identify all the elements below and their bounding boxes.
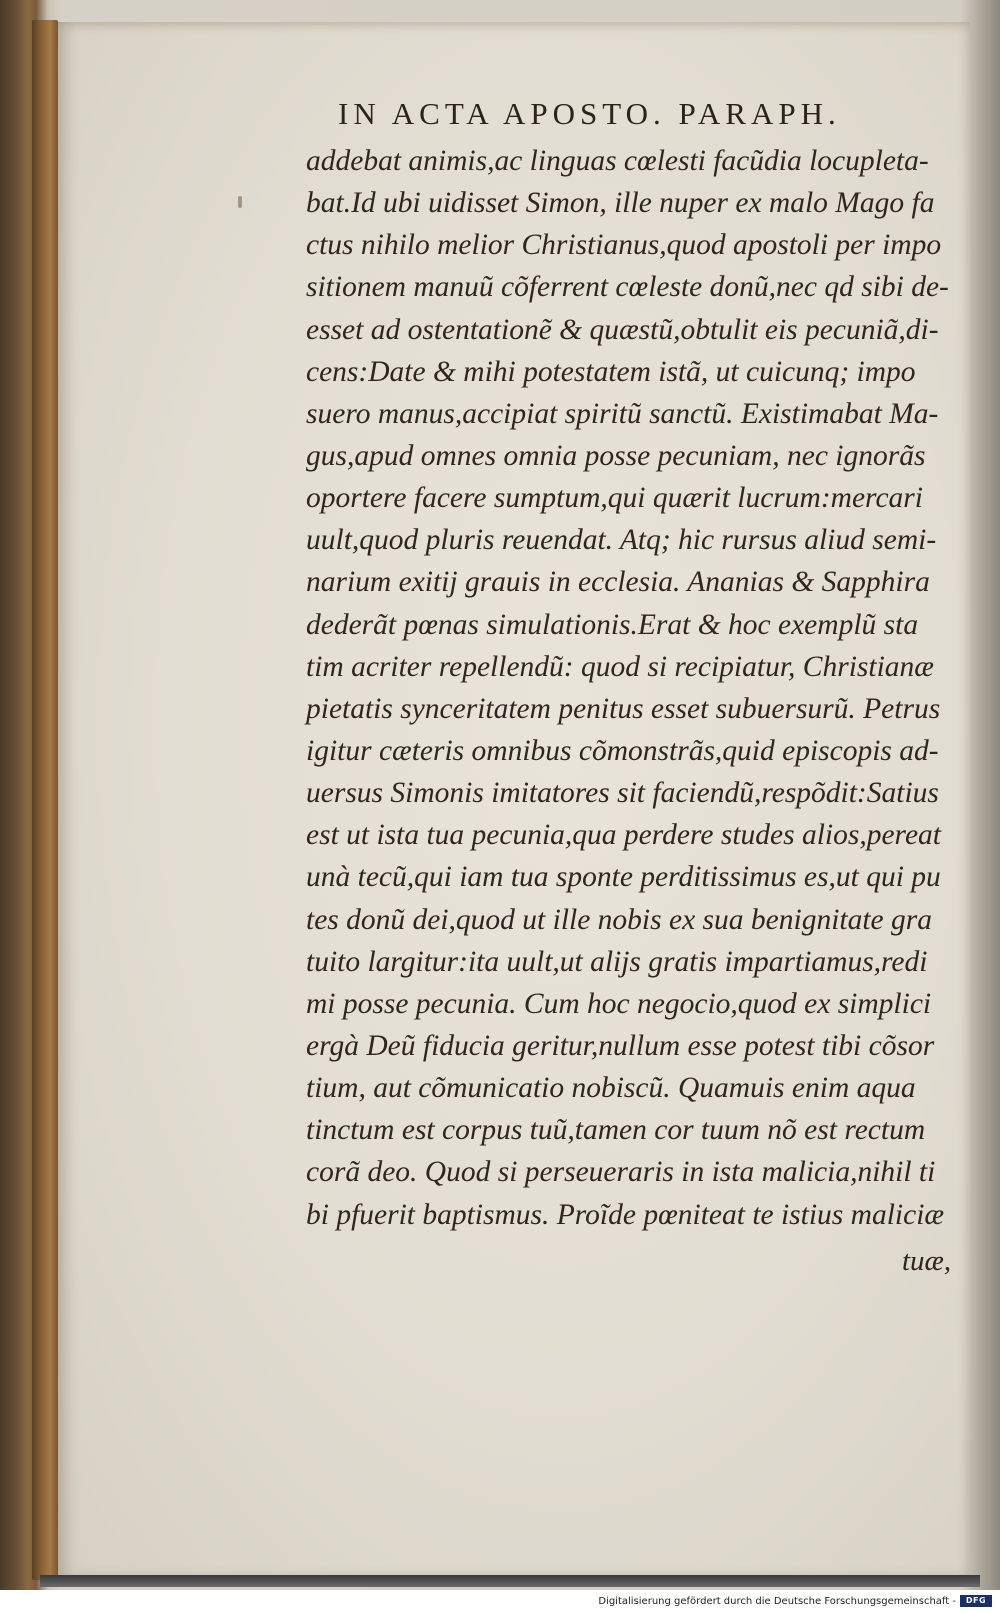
text-line: dederãt pœnas simulationis.Erat & hoc exemplũ sta	[306, 608, 919, 641]
text-line: mi posse pecunia. Cum hoc negocio,quod ex simplici	[306, 987, 932, 1020]
text-line: uult,quod pluris reuendat. Atq; hic rursus aliud semi-	[306, 524, 937, 557]
text-line: sitionem manuũ cõferrent cœleste donũ,nec qd sibi de-	[306, 271, 949, 304]
text-line: tium, aut cõmunicatio nobiscũ. Quamuis enim aqua	[306, 1072, 916, 1105]
text-line: tinctum est corpus tuũ,tamen cor tuum nõ est rectum	[306, 1114, 926, 1147]
text-line: unà tecũ,qui iam tua sponte perditissimus es,ut qui pu	[306, 861, 941, 894]
text-line: bat.Id ubi uidisset Simon, ille nuper ex malo Mago fa	[306, 187, 935, 220]
book-spine-edge	[32, 20, 58, 1580]
text-line: uersus Simonis imitatores sit faciendũ,respõdit:Satius	[306, 777, 939, 810]
text-line: igitur cæteris omnibus cõmonstrãs,quid episcopis ad-	[306, 734, 939, 767]
text-line: tuito largitur:ita uult,ut alijs gratis impartiamus,redi	[306, 945, 928, 978]
catchword: tuæ,	[902, 1245, 952, 1277]
text-line: esset ad ostentationẽ & quæstũ,obtulit eis pecuniã,di-	[306, 313, 939, 346]
scanner-edge	[40, 1575, 980, 1587]
text-line: addebat animis,ac linguas cœlesti facũdia locupleta-	[306, 145, 929, 177]
running-head: IN ACTA APOSTO. PARAPH.	[338, 96, 841, 131]
text-line: ctus nihilo melior Christianus,quod apostoli per impo	[306, 229, 942, 262]
text-line: ergà Deũ fiducia geritur,nullum esse potest tibi cõsor	[306, 1029, 935, 1062]
text-line: tim acriter repellendũ: quod si recipiatur, Christianæ	[306, 650, 934, 683]
text-line: narium exitij grauis in ecclesia. Ananias & Sapphira	[306, 566, 930, 599]
text-line: est ut ista tua pecunia,qua perdere studes alios,pereat	[306, 819, 941, 852]
margin-mark	[238, 196, 242, 208]
text-line: tes donũ dei,quod ut ille nobis ex sua benignitate gra	[306, 903, 932, 936]
dfg-logo: DFG	[960, 1595, 992, 1607]
body-text	[306, 140, 966, 1236]
text-line: pietatis synceritatem penitus esset subuersurũ. Petrus	[306, 692, 941, 725]
text-line: gus,apud omnes omnia posse pecuniam, nec ignorãs	[306, 439, 926, 472]
text-line: corã deo. Quod si perseueraris in ista malicia,nihil ti	[306, 1156, 936, 1189]
text-line: cens:Date & mihi potestatem istã, ut cuicunq; impo	[306, 355, 916, 388]
text-line: suero manus,accipiat spiritũ sanctũ. Existimabat Ma-	[306, 397, 939, 430]
text-line: oportere facere sumptum,qui quærit lucrum:mercari	[306, 482, 923, 515]
text-line: bi pfuerit baptismus. Proĩde pœniteat te istius maliciæ	[306, 1198, 945, 1231]
footer-credit: Digitalisierung gefördert durch die Deutsche Forschungsgemeinschaft -	[598, 1596, 956, 1607]
